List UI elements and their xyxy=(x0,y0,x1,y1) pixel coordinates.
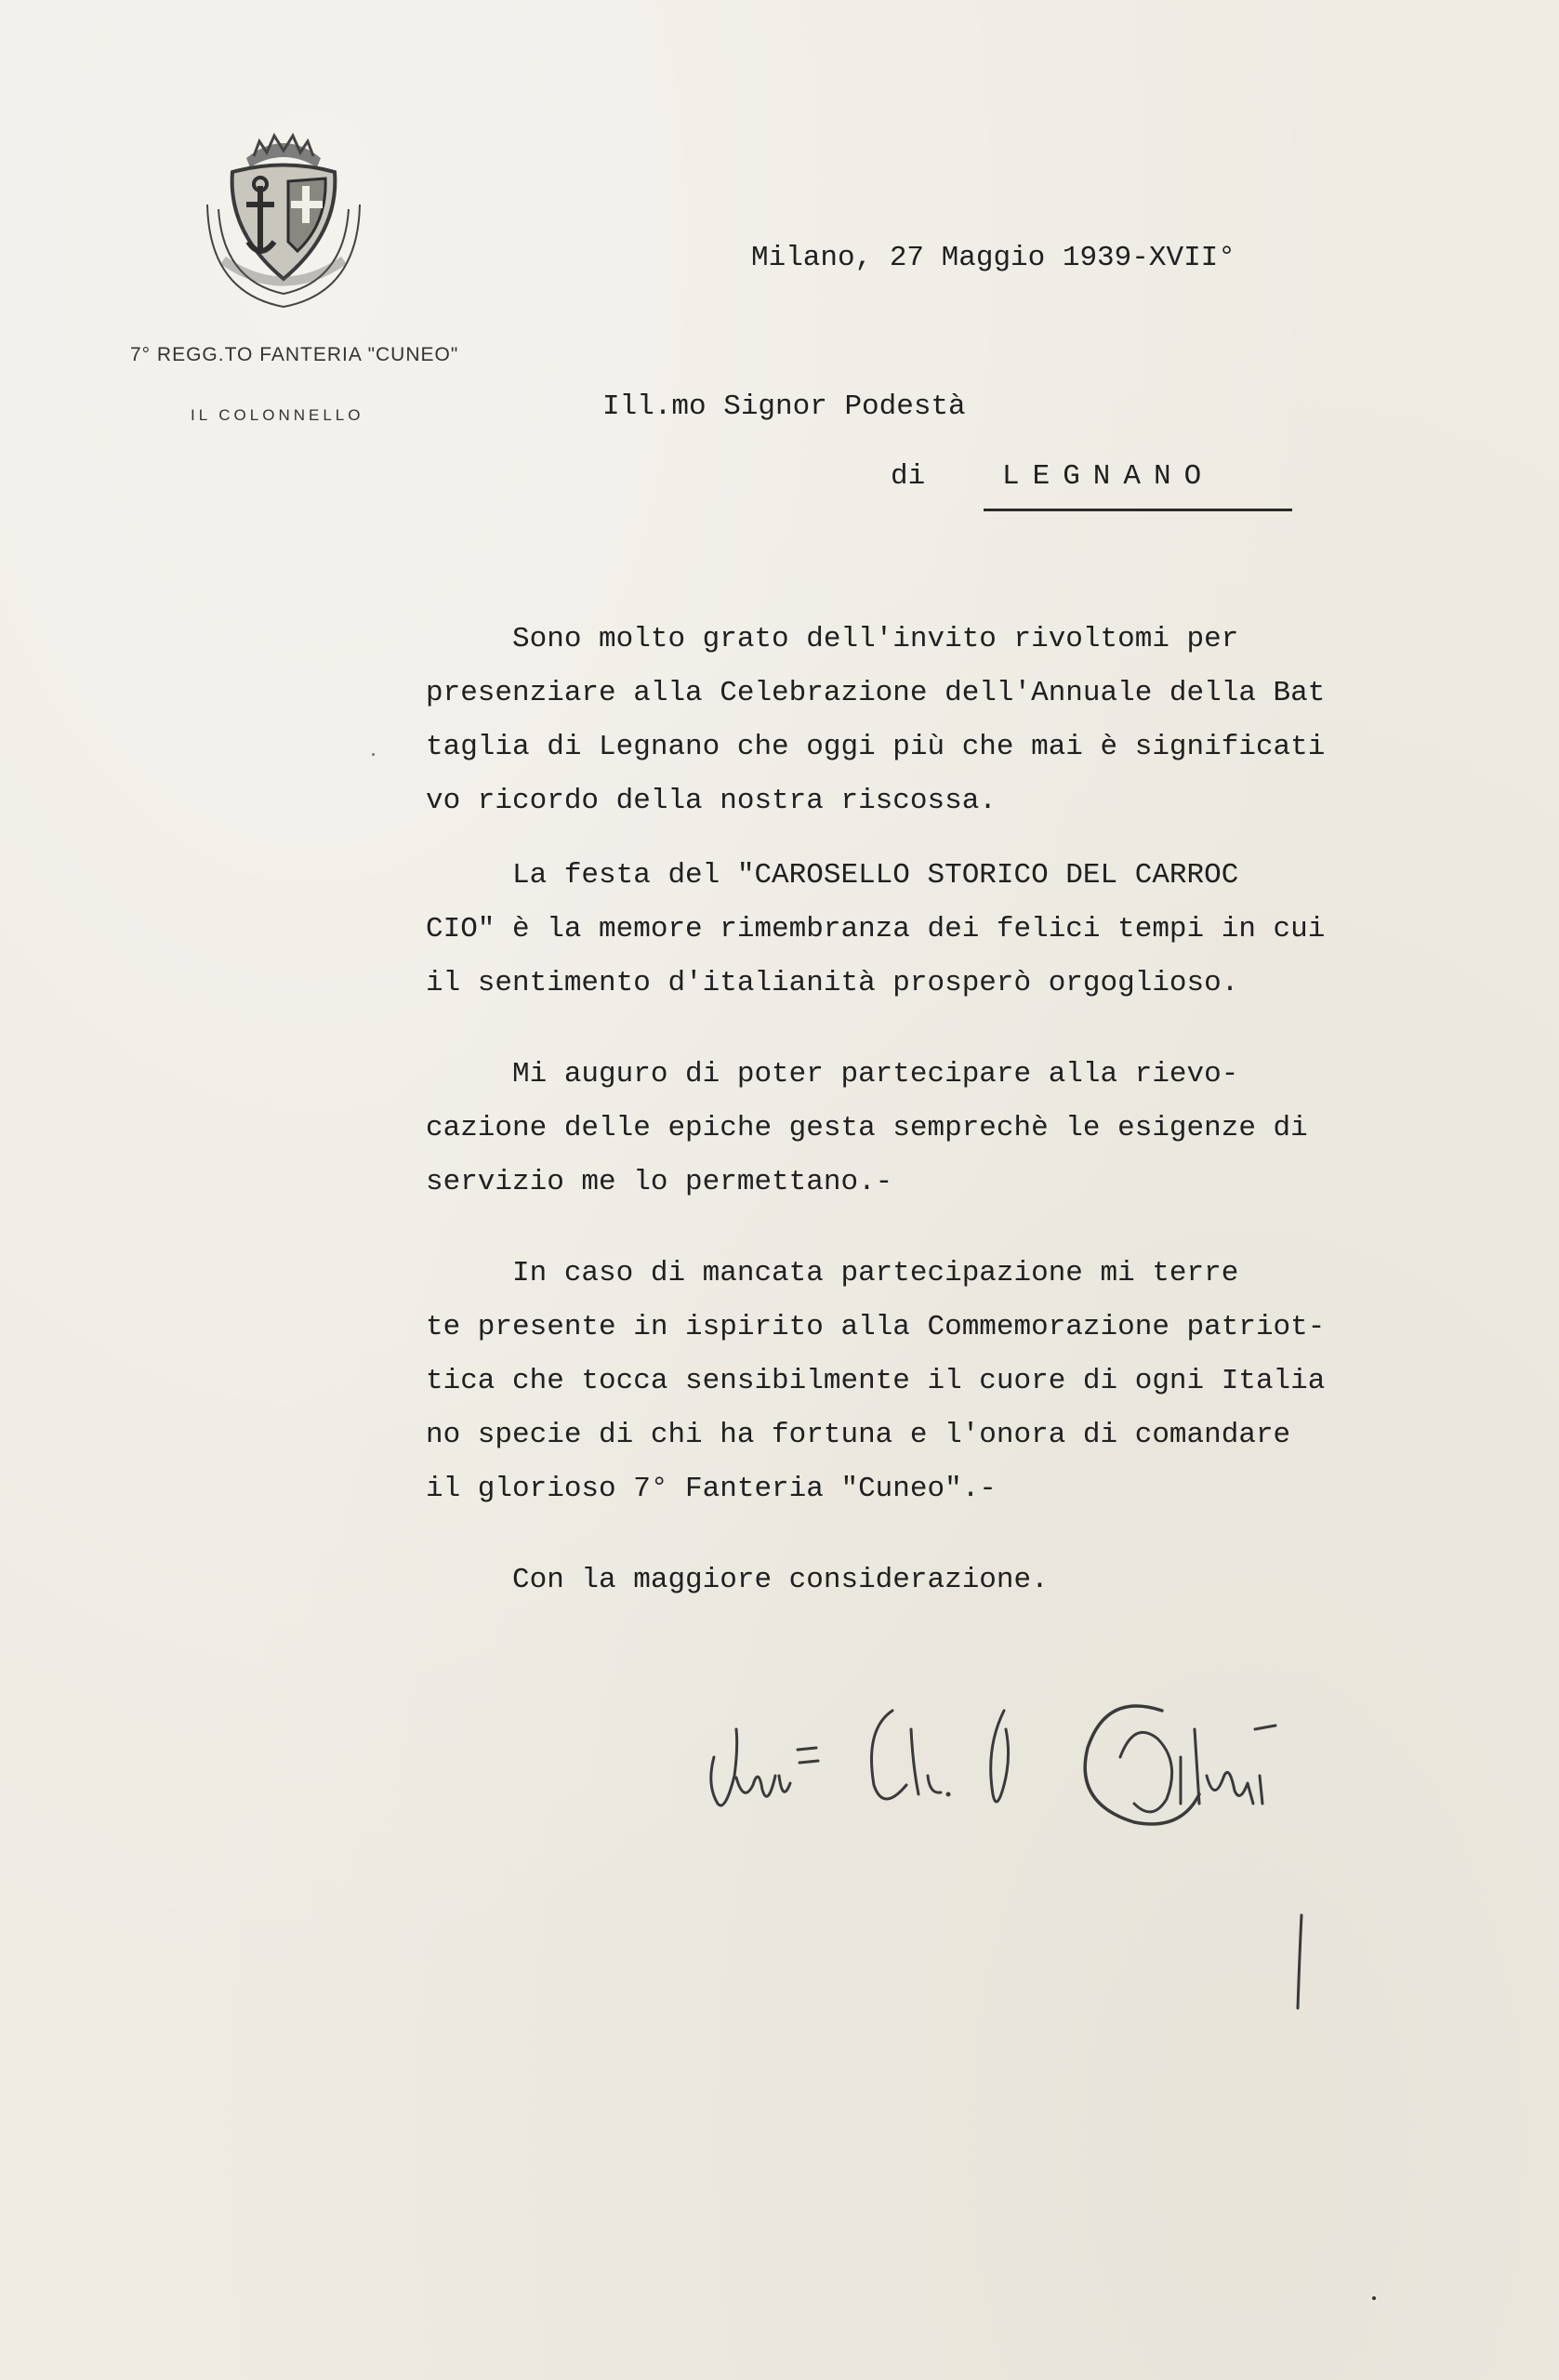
body-line: taglia di Legnano che oggi più che mai è significati xyxy=(426,731,1326,763)
body-line: te presente in ispirito alla Commemorazione patriot- xyxy=(426,1311,1326,1343)
body-line: il glorioso 7° Fanteria "Cuneo".- xyxy=(426,1473,997,1505)
body-line: Sono molto grato dell'invito rivoltomi per xyxy=(426,623,1239,655)
body-line: CIO" è la memore rimembranza dei felici tempi in cui xyxy=(426,913,1326,945)
handwritten-signature xyxy=(697,1673,1329,2027)
paper-speck xyxy=(1372,2296,1376,2300)
body-line: vo ricordo della nostra riscossa. xyxy=(426,785,997,817)
body-line: tica che tocca sensibilmente il cuore di ogni Italia xyxy=(426,1365,1326,1397)
body-line: presenziare alla Celebrazione dell'Annuale della Bat xyxy=(426,677,1326,709)
body-line: servizio me lo permettano.- xyxy=(426,1166,893,1198)
body-line: cazione delle epiche gesta semprechè le esigenze di xyxy=(426,1112,1308,1144)
body-line: Con la maggiore considerazione. xyxy=(426,1564,1049,1596)
letterhead-title: IL COLONNELLO xyxy=(191,406,364,424)
recipient-city: LEGNANO xyxy=(1002,460,1215,493)
regiment-name: 7° REGG.TO FANTERIA "CUNEO" xyxy=(130,344,459,365)
regiment-crest-icon xyxy=(181,121,386,325)
body-line: il sentimento d'italianità prosperò orgoglioso. xyxy=(426,967,1239,999)
recipient-di: di xyxy=(891,460,926,493)
body-line: Mi auguro di poter partecipare alla rievo- xyxy=(426,1058,1239,1091)
city-underline xyxy=(984,509,1292,511)
paper-speck xyxy=(372,753,375,756)
body-line: no specie di chi ha fortuna e l'onora di comandare xyxy=(426,1419,1291,1451)
body-line: In caso di mancata partecipazione mi terre xyxy=(426,1257,1239,1289)
letter-date: Milano, 27 Maggio 1939-XVII° xyxy=(751,242,1235,274)
body-line: La festa del "CAROSELLO STORICO DEL CARROC xyxy=(426,859,1239,892)
recipient-salutation: Ill.mo Signor Podestà xyxy=(602,390,966,423)
